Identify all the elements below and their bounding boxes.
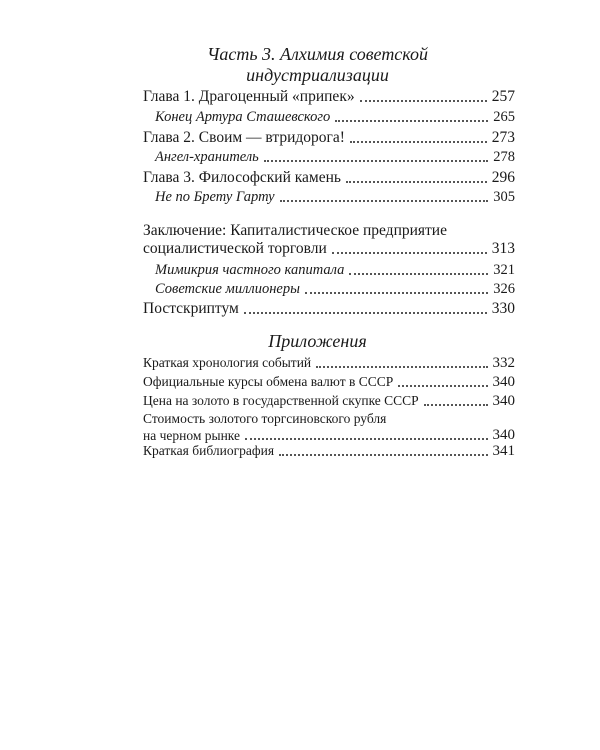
toc-entry-section-3[interactable] — [155, 188, 515, 206]
dot-leader — [350, 141, 487, 143]
toc-entry-label: Краткая библиография — [143, 443, 275, 458]
toc-entry-appendix-2[interactable] — [143, 373, 515, 391]
toc-entry-label: Глава 2. Своим — втридорога! — [143, 129, 345, 146]
toc-entry-postscript[interactable] — [143, 300, 515, 318]
dot-leader — [305, 292, 488, 294]
toc-entry-label: Краткая хронология событий — [143, 355, 312, 370]
toc-entry-label: Советские миллионеры — [155, 281, 300, 297]
toc-entry-chapter-3[interactable] — [143, 169, 515, 187]
dot-leader — [280, 200, 489, 202]
toc-entry-label: Цена на золото в государственной скупке СССР — [143, 393, 419, 408]
appendix-multiline-line2: на черном рынке — [143, 428, 241, 443]
part-heading-line1: Часть 3. Алхимия советской — [206, 44, 429, 64]
toc-entry-section-2[interactable] — [155, 148, 515, 166]
dot-leader — [349, 273, 488, 275]
toc-entry-page: 265 — [493, 109, 515, 125]
dot-leader — [279, 454, 487, 456]
dot-leader — [424, 404, 488, 406]
toc-entry-page: 330 — [491, 300, 515, 317]
toc-entry-label: Мимикрия частного капитала — [155, 262, 345, 278]
conclusion-line2: социалистической торговли — [143, 240, 327, 257]
toc-entry-section-1[interactable] — [155, 108, 515, 126]
toc-entry-conclusion-sub-2[interactable] — [155, 280, 515, 298]
dot-leader — [245, 438, 487, 440]
part-heading — [120, 44, 515, 86]
toc-entry-page: 273 — [491, 129, 515, 146]
part-heading-line2: индустриализации — [246, 65, 389, 85]
toc-entry-appendix-1[interactable] — [143, 354, 515, 372]
conclusion-line1: Заключение: Капиталистическое предприятие — [143, 222, 447, 239]
appendix-multiline-line1: Стоимость золотого торгсиновского рубля — [143, 411, 387, 426]
toc-entry-label: Конец Артура Сташевского — [155, 109, 331, 125]
toc-entry-conclusion[interactable] — [143, 222, 515, 258]
toc-entry-appendix-4[interactable] — [143, 410, 515, 444]
dot-leader — [360, 100, 487, 102]
toc-entry-label: Глава 3. Философский камень — [143, 169, 341, 186]
toc-entry-page: 305 — [493, 189, 515, 205]
toc-entry-appendix-3[interactable] — [143, 392, 515, 410]
toc-entry-conclusion-sub-1[interactable] — [155, 261, 515, 279]
toc-entry-label: Официальные курсы обмена валют в СССР — [143, 374, 394, 389]
dot-leader — [264, 160, 488, 162]
dot-leader — [244, 312, 487, 314]
toc-entry-chapter-1[interactable] — [143, 88, 515, 106]
toc-entry-page: 326 — [493, 281, 515, 297]
toc-entry-label: Глава 1. Драгоценный «припек» — [143, 88, 355, 105]
toc-entry-page: 278 — [493, 149, 515, 165]
appendix-heading: Приложения — [268, 331, 367, 351]
toc-entry-page: 321 — [493, 262, 515, 278]
toc-entry-appendix-5[interactable] — [143, 442, 515, 460]
toc-entry-label: Ангел-хранитель — [155, 149, 259, 165]
toc-entry-page: 332 — [492, 355, 515, 371]
dot-leader — [332, 252, 487, 254]
toc-entry-page: 257 — [491, 88, 515, 105]
dot-leader — [316, 366, 487, 368]
dot-leader — [335, 120, 488, 122]
toc-entry-page: 340 — [492, 393, 515, 409]
toc-entry-chapter-2[interactable] — [143, 129, 515, 147]
toc-entry-page: 340 — [492, 374, 515, 390]
toc-entry-label: Не по Брету Гарту — [155, 189, 275, 205]
toc-entry-page: 340 — [492, 427, 515, 443]
toc-entry-page: 313 — [491, 240, 515, 257]
dot-leader — [398, 385, 487, 387]
toc-entry-label: Постскриптум — [143, 300, 239, 317]
toc-entry-page: 341 — [492, 443, 515, 459]
toc-entry-page: 296 — [491, 169, 515, 186]
dot-leader — [346, 181, 487, 183]
